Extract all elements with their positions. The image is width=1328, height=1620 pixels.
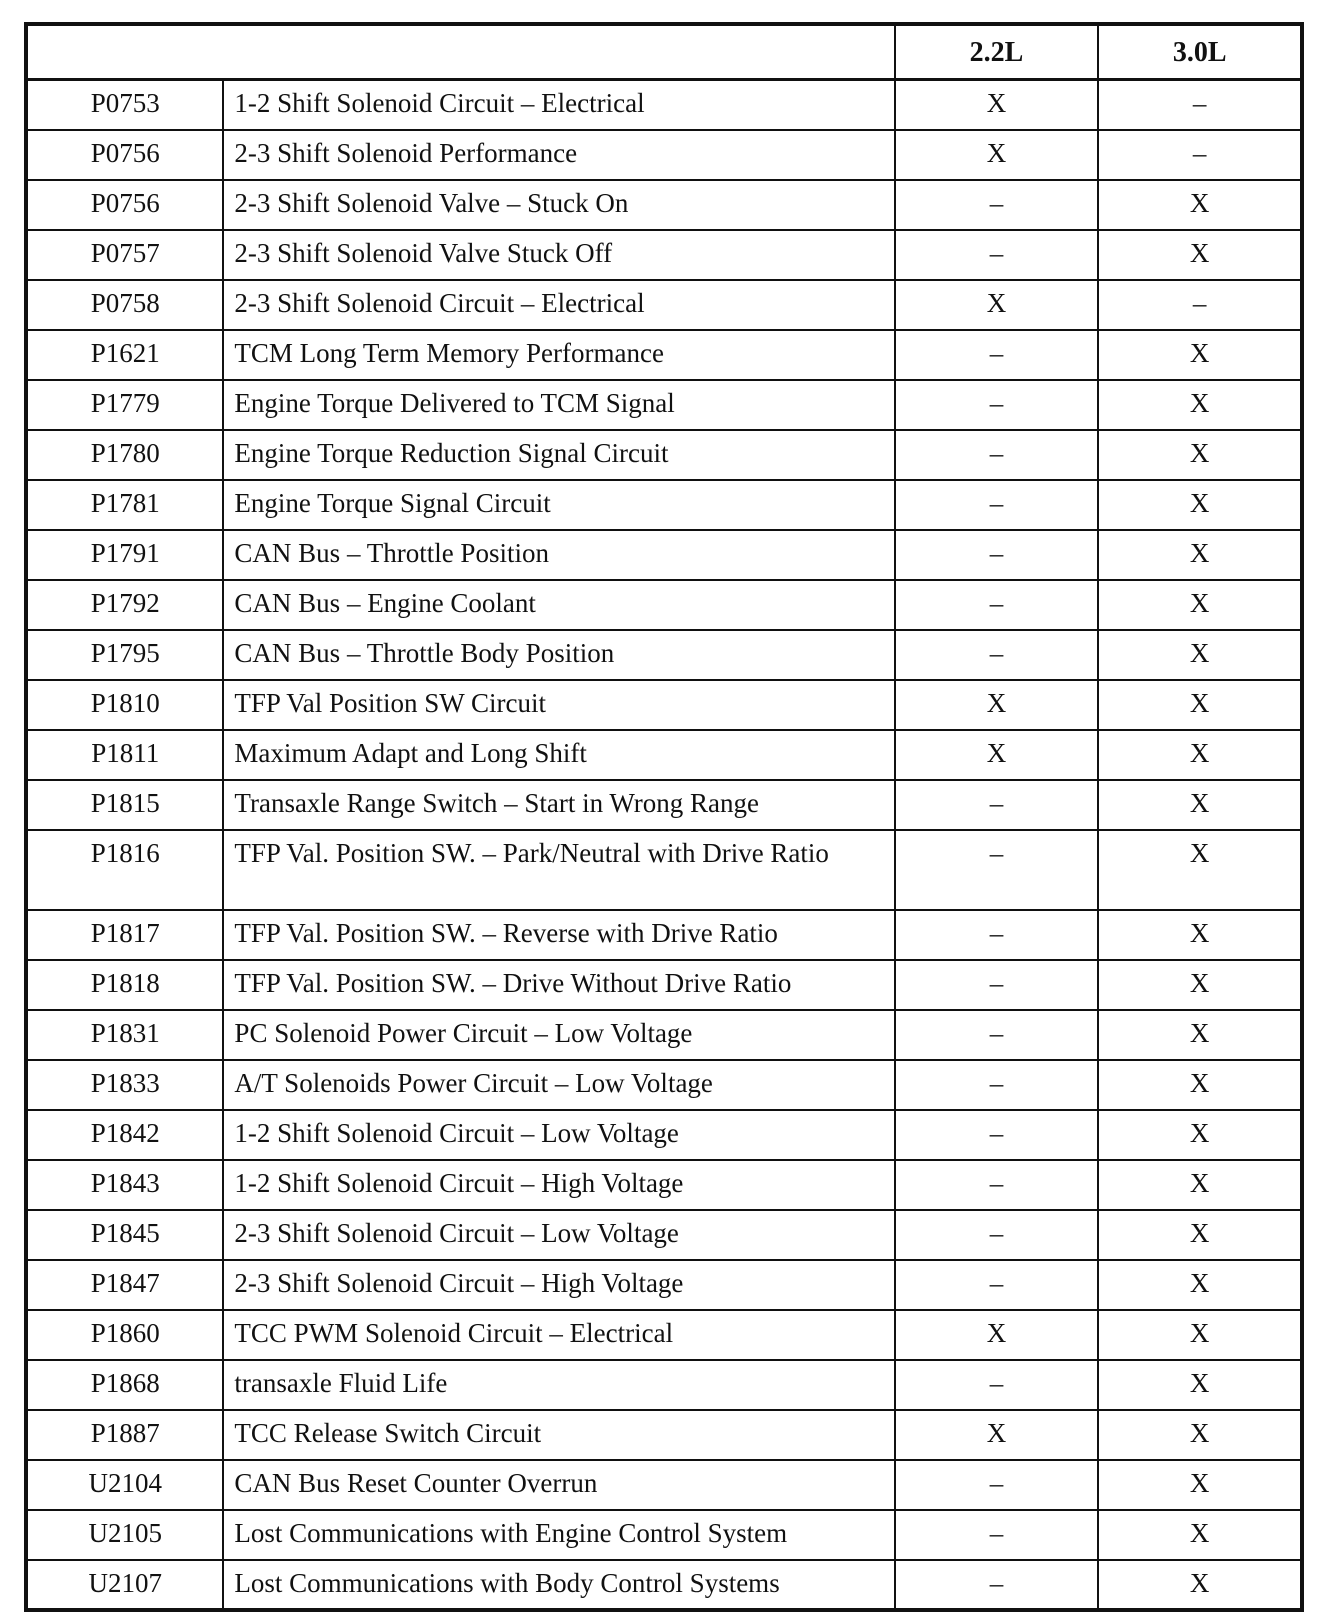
dtc-code-cell: P1816 [26,830,223,910]
header-row [26,24,1302,80]
dtc-description-cell: TCC PWM Solenoid Circuit – Electrical [223,1310,894,1360]
dtc-code-cell: P1810 [26,680,223,730]
dtc-code-cell: P1811 [26,730,223,780]
engine-3-0l-mark: X [1098,430,1302,480]
dtc-description-cell: CAN Bus Reset Counter Overrun [223,1460,894,1510]
dtc-description-cell: 1-2 Shift Solenoid Circuit – Electrical [223,80,894,130]
dtc-description-cell: Lost Communications with Engine Control System [223,1510,894,1560]
table-row [26,680,1302,730]
table-header [26,24,1302,80]
dtc-description-cell: TFP Val Position SW Circuit [223,680,894,730]
engine-2-2l-mark: – [895,1210,1099,1260]
dtc-code-cell: P1815 [26,780,223,830]
engine-3-0l-mark: – [1098,280,1302,330]
dtc-code-cell: P1779 [26,380,223,430]
dtc-description-cell: 2-3 Shift Solenoid Circuit – Electrical [223,280,894,330]
engine-2-2l-mark: – [895,1460,1099,1510]
table-row [26,80,1302,130]
engine-2-2l-mark: – [895,1160,1099,1210]
engine-2-2l-mark: X [895,130,1099,180]
engine-3-0l-mark: X [1098,1310,1302,1360]
dtc-description-cell: PC Solenoid Power Circuit – Low Voltage [223,1010,894,1060]
table-row [26,280,1302,330]
engine-3-0l-mark: X [1098,1410,1302,1460]
engine-2-2l-mark: – [895,1010,1099,1060]
dtc-code-cell: P1833 [26,1060,223,1110]
table-row [26,1060,1302,1110]
engine-3-0l-mark: X [1098,1210,1302,1260]
dtc-description-cell: 1-2 Shift Solenoid Circuit – Low Voltage [223,1110,894,1160]
engine-2-2l-mark: – [895,960,1099,1010]
engine-3-0l-mark: X [1098,1560,1302,1610]
engine-2-2l-mark: X [895,1410,1099,1460]
dtc-code-cell: P0756 [26,180,223,230]
table-row [26,580,1302,630]
engine-3-0l-mark: X [1098,380,1302,430]
dtc-description-cell: Maximum Adapt and Long Shift [223,730,894,780]
engine-3-0l-mark: X [1098,730,1302,780]
dtc-code-cell: P0753 [26,80,223,130]
dtc-code-cell: P1792 [26,580,223,630]
dtc-code-cell: P1780 [26,430,223,480]
table-row [26,130,1302,180]
engine-3-0l-mark: X [1098,180,1302,230]
engine-2-2l-mark: – [895,480,1099,530]
table-row [26,330,1302,380]
dtc-description-cell: 2-3 Shift Solenoid Circuit – Low Voltage [223,1210,894,1260]
engine-3-0l-mark: X [1098,1460,1302,1510]
engine-2-2l-mark: – [895,1110,1099,1160]
table-row [26,1310,1302,1360]
engine-3-0l-mark: X [1098,1110,1302,1160]
engine-3-0l-mark: X [1098,1010,1302,1060]
dtc-code-cell: U2105 [26,1510,223,1560]
table-row [26,630,1302,680]
engine-2-2l-mark: – [895,1510,1099,1560]
dtc-description-cell: TFP Val. Position SW. – Drive Without Drive Ratio [223,960,894,1010]
engine-3-0l-mark: X [1098,580,1302,630]
engine-2-2l-mark: – [895,230,1099,280]
engine-3-0l-mark: X [1098,1060,1302,1110]
engine-3-0l-mark: – [1098,80,1302,130]
table-row [26,1160,1302,1210]
dtc-code-cell: P1868 [26,1360,223,1410]
dtc-description-cell: 2-3 Shift Solenoid Circuit – High Voltage [223,1260,894,1310]
dtc-description-cell: 1-2 Shift Solenoid Circuit – High Voltage [223,1160,894,1210]
dtc-description-cell: TCC Release Switch Circuit [223,1410,894,1460]
engine-3-0l-mark: X [1098,680,1302,730]
engine-3-0l-mark: – [1098,130,1302,180]
engine-2-2l-mark: – [895,330,1099,380]
dtc-applicability-table [24,22,1304,1612]
dtc-code-cell: P0756 [26,130,223,180]
table-row [26,1010,1302,1060]
dtc-code-cell: P1831 [26,1010,223,1060]
dtc-description-cell: Engine Torque Reduction Signal Circuit [223,430,894,480]
engine-3-0l-mark: X [1098,1260,1302,1310]
table-row [26,1110,1302,1160]
engine-3-0l-mark: X [1098,830,1302,910]
engine-3-0l-mark: X [1098,230,1302,280]
dtc-description-cell: A/T Solenoids Power Circuit – Low Voltage [223,1060,894,1110]
table-row [26,1410,1302,1460]
dtc-description-cell: Engine Torque Signal Circuit [223,480,894,530]
dtc-code-cell: P1621 [26,330,223,380]
engine-3-0l-mark: X [1098,480,1302,530]
engine-2-2l-mark: – [895,1360,1099,1410]
dtc-code-cell: U2104 [26,1460,223,1510]
engine-3-0l-mark: X [1098,1510,1302,1560]
engine-3-0l-mark: X [1098,630,1302,680]
dtc-code-cell: P0758 [26,280,223,330]
dtc-description-cell: 2-3 Shift Solenoid Performance [223,130,894,180]
table-row [26,1560,1302,1610]
dtc-code-cell: P1791 [26,530,223,580]
dtc-code-cell: P1843 [26,1160,223,1210]
engine-3-0l-mark: X [1098,1360,1302,1410]
dtc-code-cell: P1845 [26,1210,223,1260]
dtc-description-cell: TCM Long Term Memory Performance [223,330,894,380]
table-row [26,180,1302,230]
engine-3-0l-mark: X [1098,1160,1302,1210]
table-row [26,1460,1302,1510]
dtc-description-cell: CAN Bus – Throttle Body Position [223,630,894,680]
engine-2-2l-mark: – [895,780,1099,830]
engine-2-2l-mark: – [895,830,1099,910]
engine-3-0l-mark: X [1098,530,1302,580]
dtc-description-cell: Engine Torque Delivered to TCM Signal [223,380,894,430]
engine-2-2l-mark: – [895,630,1099,680]
engine-3-0l-mark: X [1098,960,1302,1010]
dtc-code-cell: P0757 [26,230,223,280]
dtc-description-cell: 2-3 Shift Solenoid Valve Stuck Off [223,230,894,280]
engine-2-2l-mark: X [895,1310,1099,1360]
table-row [26,1510,1302,1560]
engine-2-2l-mark: – [895,380,1099,430]
dtc-code-cell: P1842 [26,1110,223,1160]
dtc-description-cell: TFP Val. Position SW. – Park/Neutral with Drive Ratio [223,830,894,910]
dtc-description-cell: 2-3 Shift Solenoid Valve – Stuck On [223,180,894,230]
dtc-code-cell: P1887 [26,1410,223,1460]
dtc-code-cell: P1781 [26,480,223,530]
table-row [26,1210,1302,1260]
engine-2-2l-mark: – [895,430,1099,480]
engine-2-2l-mark: X [895,730,1099,780]
table-row [26,480,1302,530]
header-blank-cell [26,24,895,80]
engine-2-2l-mark: – [895,530,1099,580]
engine-3-0l-mark: X [1098,780,1302,830]
dtc-description-cell: TFP Val. Position SW. – Reverse with Drive Ratio [223,910,894,960]
table-row [26,1260,1302,1310]
engine-3-0l-mark: X [1098,910,1302,960]
dtc-code-cell: P1817 [26,910,223,960]
table-row [26,730,1302,780]
engine-2-2l-mark: – [895,180,1099,230]
table-row [26,830,1302,910]
dtc-code-cell: P1847 [26,1260,223,1310]
engine-2-2l-mark: X [895,680,1099,730]
engine-3-0l-mark: X [1098,330,1302,380]
dtc-description-cell: Lost Communications with Body Control Systems [223,1560,894,1610]
dtc-description-cell: CAN Bus – Engine Coolant [223,580,894,630]
table-row [26,380,1302,430]
dtc-code-cell: U2107 [26,1560,223,1610]
table-body [26,80,1302,1610]
table-row [26,1360,1302,1410]
table-row [26,230,1302,280]
dtc-code-cell: P1860 [26,1310,223,1360]
engine-2-2l-mark: – [895,1060,1099,1110]
dtc-description-cell: Transaxle Range Switch – Start in Wrong Range [223,780,894,830]
engine-2-2l-mark: – [895,1260,1099,1310]
engine-2-2l-mark: – [895,1560,1099,1610]
engine-2-2l-mark: – [895,580,1099,630]
dtc-description-cell: CAN Bus – Throttle Position [223,530,894,580]
engine-2-2l-mark: – [895,910,1099,960]
table-row [26,910,1302,960]
table-row [26,430,1302,480]
engine-2-2l-mark: X [895,280,1099,330]
engine-2-2l-mark: X [895,80,1099,130]
header-engine-3-0l: 3.0L [1098,24,1302,80]
table-row [26,960,1302,1010]
header-engine-2-2l: 2.2L [895,24,1099,80]
table-row [26,530,1302,580]
dtc-code-cell: P1795 [26,630,223,680]
table-row [26,780,1302,830]
dtc-description-cell: transaxle Fluid Life [223,1360,894,1410]
dtc-code-cell: P1818 [26,960,223,1010]
